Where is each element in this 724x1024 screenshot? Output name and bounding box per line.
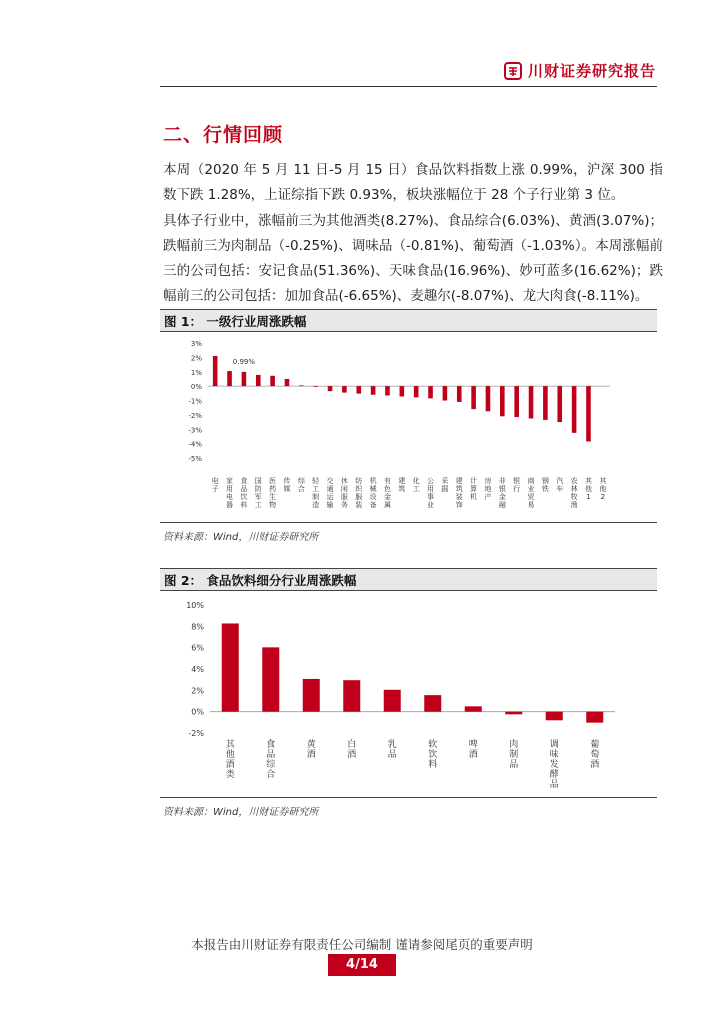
bar: [424, 695, 441, 712]
y-tick-label: 6%: [191, 643, 204, 653]
figure1-source: 资料来源：Wind，川财证券研究所: [163, 532, 319, 543]
bar: [356, 386, 361, 393]
category-label: 医药生物: [269, 477, 277, 509]
brand-name: 川财证券研究报告: [527, 62, 656, 80]
bar: [303, 679, 320, 712]
category-label: 电子: [211, 477, 219, 493]
brand-logo-icon: [504, 62, 522, 80]
category-label: 汽车: [556, 477, 564, 493]
bar: [213, 356, 218, 386]
y-tick-label: -1%: [188, 397, 202, 406]
category-label: 纺织服装: [355, 477, 363, 509]
section-title: 二、行情回顾: [163, 124, 284, 146]
bar: [385, 386, 390, 395]
bar: [465, 706, 482, 711]
y-tick-label: 1%: [190, 368, 202, 377]
figure1-source-divider: [160, 522, 657, 523]
category-label: 机械设备: [369, 477, 377, 509]
category-label: 啤酒: [468, 740, 478, 760]
category-label: 有色金属: [383, 477, 391, 509]
chart2-food-subindustry-change: [160, 592, 657, 797]
bar: [557, 386, 562, 422]
category-label: 白酒: [347, 740, 357, 760]
bar: [428, 386, 433, 398]
bar: [400, 386, 405, 396]
category-label: 葡萄酒: [590, 740, 600, 770]
bar: [313, 386, 318, 387]
category-label: 商业贸易: [527, 477, 535, 509]
y-tick-label: 0%: [190, 383, 202, 392]
paragraph-summary: 本周（2020 年 5 月 11 日-5 月 15 日）食品饮料指数上涨 0.99%，沪深 300 指数下跌 1.28%，上证综指下跌 0.93%，板块涨幅位于 28 个子行业第 3 位。: [163, 162, 663, 203]
y-tick-label: 3%: [190, 340, 202, 348]
bar: [342, 386, 347, 392]
bar: [227, 371, 232, 386]
figure2-caption: 图 2： 食品饮料细分行业周涨跌幅: [164, 573, 357, 588]
y-tick-label: 0%: [191, 707, 204, 717]
category-label: 建筑装饰: [455, 477, 463, 509]
category-label: 农林牧渔: [570, 477, 578, 509]
category-label: 化工: [412, 477, 420, 493]
category-label: 轻工制造: [312, 477, 320, 509]
bar: [471, 386, 476, 409]
category-label: 食品饮料: [240, 477, 248, 509]
category-label: 肉制品: [509, 740, 519, 770]
bar: [443, 386, 448, 400]
category-label: 休闲服务: [340, 477, 348, 509]
bar: [457, 386, 462, 402]
category-label: 调味发酵品: [549, 740, 559, 790]
category-label: 软饮料: [428, 740, 438, 770]
bar: [505, 712, 522, 715]
bar: [486, 386, 491, 411]
category-label: 综合: [297, 477, 305, 493]
bar: [343, 680, 360, 711]
category-label: 银行: [513, 477, 521, 493]
bar: [242, 372, 247, 386]
category-label: 非银金融: [498, 477, 506, 509]
bar: [262, 647, 279, 711]
bar: [299, 385, 304, 386]
bar: [371, 386, 376, 395]
page-number: 4/14: [328, 954, 396, 976]
bar: [529, 386, 534, 418]
category-label: 其他 1: [584, 477, 592, 501]
bar: [285, 379, 290, 386]
y-tick-label: 8%: [191, 622, 204, 632]
y-tick-label: 10%: [186, 601, 204, 610]
y-tick-label: 2%: [190, 354, 202, 363]
y-tick-label: 2%: [191, 686, 204, 696]
paragraph-details: 具体子行业中，涨幅前三为其他酒类(8.27%)、食品综合(6.03%)、黄酒(3.07%)；跌幅前三为肉制品（-0.25%)、调味品（-0.81%)、葡萄酒（-1.03%）。本周涨幅前三的公司包括：安记食品(51.36%)、天味食品(16.96%)、妙可蓝多(16.62%)；跌幅前三的公司包括：加加食品(-6.65%)、麦趣尔(-8.07%)、龙大肉食(-8.11%)。: [163, 213, 663, 304]
figure1-caption: 图 1： 一级行业周涨跌幅: [164, 314, 307, 329]
category-label: 其他 2: [599, 477, 607, 501]
category-label: 房地产: [484, 477, 492, 501]
y-tick-label: -5%: [188, 455, 202, 463]
bar: [270, 376, 275, 386]
y-tick-label: -4%: [188, 440, 202, 449]
category-label: 乳品: [387, 740, 397, 760]
figure2-source: 资料来源：Wind，川财证券研究所: [163, 807, 319, 818]
bar: [256, 375, 261, 386]
bar: [222, 623, 239, 711]
y-tick-label: -3%: [188, 426, 202, 435]
bar: [384, 690, 401, 712]
category-label: 其他酒类: [225, 740, 235, 780]
category-label: 传媒: [283, 477, 291, 493]
category-label: 公用事业: [427, 477, 435, 509]
footer-notice: 本报告由川财证券有限责任公司编制 谨请参阅尾页的重要声明: [191, 937, 533, 952]
y-tick-label: -2%: [188, 729, 204, 738]
brand-header: [504, 60, 656, 81]
y-tick-label: -2%: [188, 411, 202, 420]
category-label: 食品综合: [266, 740, 276, 780]
category-label: 采掘: [441, 477, 449, 493]
header-divider: [160, 86, 657, 87]
y-tick-label: 4%: [191, 665, 204, 674]
category-label: 计算机: [470, 477, 478, 501]
figure2-source-divider: [160, 797, 657, 798]
bar: [328, 386, 333, 391]
category-label: 钢铁: [541, 477, 549, 493]
bar-annotation: 0.99%: [232, 357, 256, 366]
bar: [514, 386, 519, 417]
category-label: 交通运输: [326, 477, 334, 509]
category-label: 黄酒: [306, 740, 316, 760]
bar: [414, 386, 419, 397]
bar: [572, 386, 577, 433]
figure1-caption-bar: [160, 309, 657, 332]
bar: [586, 712, 603, 723]
category-label: 建筑: [398, 477, 406, 493]
figure2-caption-bar: [160, 568, 657, 591]
bar: [500, 386, 505, 416]
bar: [586, 386, 591, 441]
bar: [546, 712, 563, 721]
chart1-industry-weekly-change: [160, 333, 657, 523]
category-label: 家用电器: [226, 477, 234, 509]
category-label: 国防军工: [254, 477, 262, 509]
bar: [543, 386, 548, 420]
